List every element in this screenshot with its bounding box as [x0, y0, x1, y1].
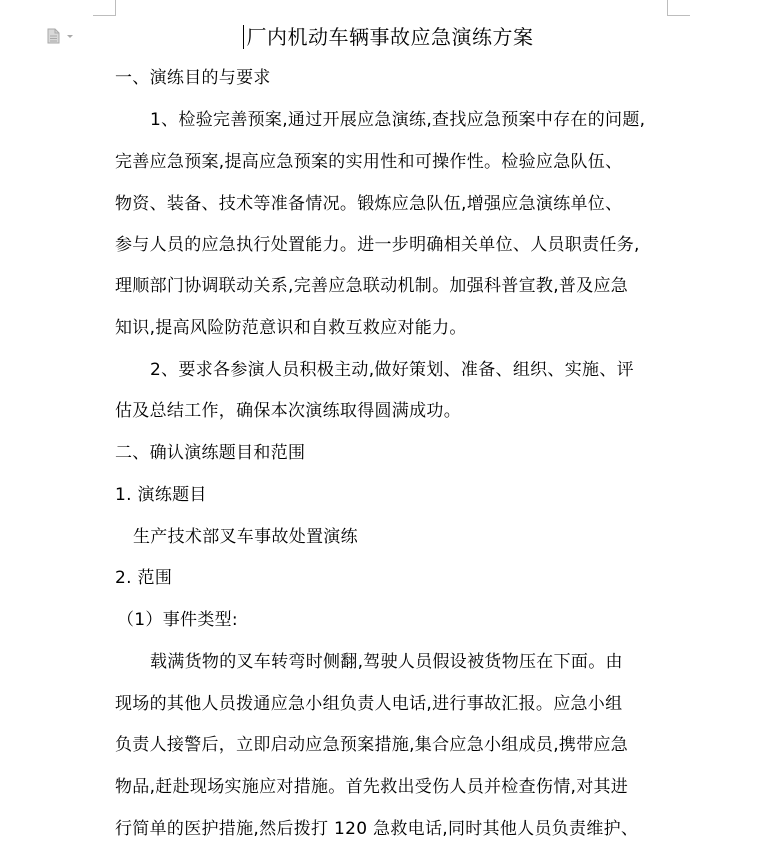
paragraph-line: 现场的其他人员拨通应急小组负责人电话,进行事故汇报。应急小组 — [115, 694, 623, 714]
paragraph-line: 完善应急预案,提高应急预案的实用性和可操作性。检验应急队伍、 — [115, 152, 623, 172]
paragraph-line: 载满货物的叉车转弯时侧翻,驾驶人员假设被货物压在下面。由 — [150, 652, 623, 672]
paragraph-line: 理顺部门协调联动关系,完善应急联动机制。加强科普宣教,普及应急 — [115, 276, 629, 296]
crop-mark-top-left-horizontal — [93, 15, 116, 16]
item1-value: 生产技术部叉车事故处置演练 — [133, 527, 358, 547]
paragraph-line: 负责人接警后，立即启动应急预案措施,集合应急小组成员,携带应急 — [115, 735, 629, 755]
paragraph-line: 行简单的医护措施,然后拨打 120 急救电话,同时其他人员负责维护、 — [115, 819, 639, 839]
crop-mark-top-right-vertical — [667, 0, 668, 16]
item2-heading: 2. 范围 — [115, 568, 173, 588]
item1-heading: 1. 演练题目 — [115, 485, 207, 505]
paragraph-line: 1、检验完善预案,通过开展应急演练,查找应急预案中存在的问题, — [150, 110, 646, 130]
paragraph-line: 参与人员的应急执行处置能力。进一步明确相关单位、人员职责任务, — [115, 235, 640, 255]
section1-heading: 一、演练目的与要求 — [115, 68, 271, 88]
paragraph-line: 估及总结工作，确保本次演练取得圆满成功。 — [115, 401, 461, 421]
section2-heading: 二、确认演练题目和范围 — [115, 443, 306, 463]
sub1-heading: （1）事件类型: — [117, 610, 238, 630]
crop-mark-top-right-horizontal — [667, 15, 690, 16]
crop-mark-top-left-vertical — [115, 0, 116, 16]
paragraph-line: 2、要求各参演人员积极主动,做好策划、准备、组织、实施、评 — [150, 360, 634, 380]
paragraph-line: 物品,赶赴现场实施应对措施。首先救出受伤人员并检查伤情,对其进 — [115, 777, 629, 797]
paragraph-line: 知识,提高风险防范意识和自救互救应对能力。 — [115, 318, 467, 338]
paragraph-line: 物资、装备、技术等准备情况。锻炼应急队伍,增强应急演练单位、 — [115, 194, 623, 214]
document-title: 厂内机动车辆事故应急演练方案 — [246, 25, 534, 49]
